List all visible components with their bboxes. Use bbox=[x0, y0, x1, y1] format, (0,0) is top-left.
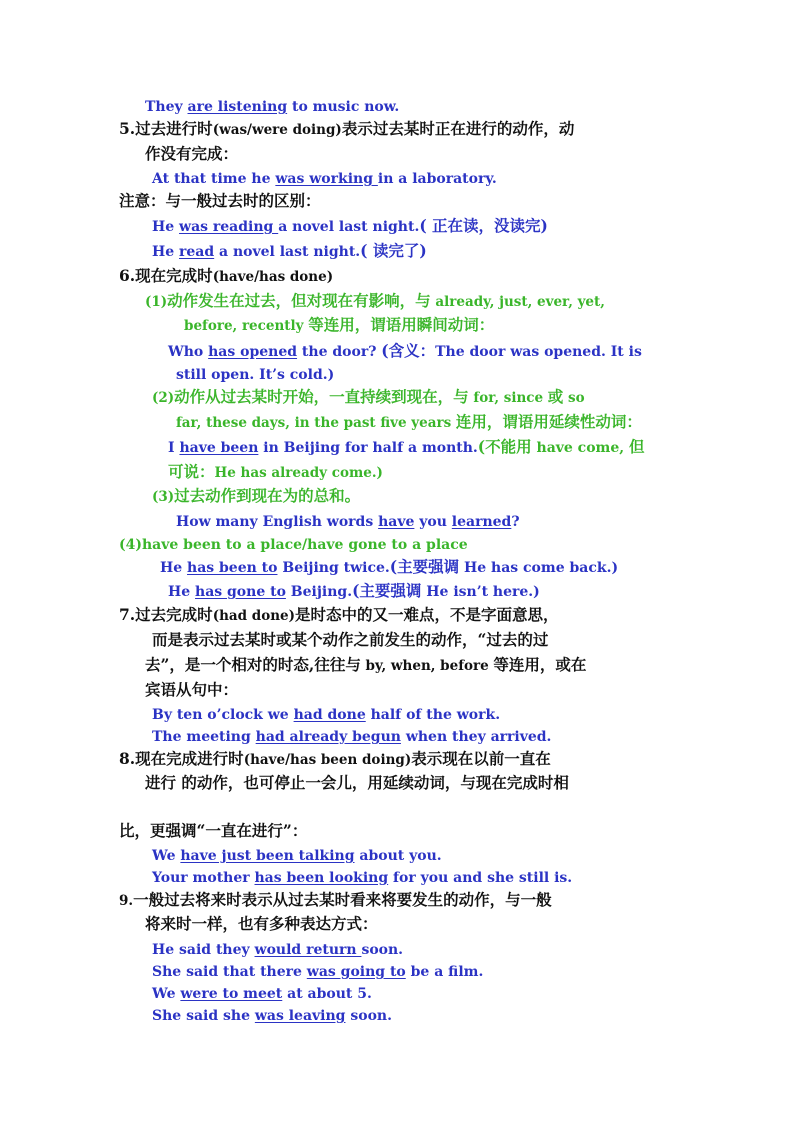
example-line: He said they would return soon. bbox=[152, 942, 404, 958]
example-line: He was reading a novel last night.( 正在读，没读完) bbox=[152, 216, 548, 235]
paragraph-line: 将来时一样，也有多种表达方式： bbox=[145, 914, 378, 933]
section-heading-7: 7.过去完成时(had done)是时态中的又一难点，不是字面意思， bbox=[119, 605, 559, 624]
example-line: By ten o’clock we had done half of the work. bbox=[152, 707, 501, 723]
example-line: He has been to Beijing twice.(主要强调 He has come back.) bbox=[160, 557, 619, 576]
section-heading-8: 8.现在完成进行时(have/has been doing)表示现在以前一直在 bbox=[119, 749, 551, 768]
rule-line: before, recently 等连用，谓语用瞬间动词： bbox=[184, 315, 495, 334]
section-heading-6: 6.现在完成时(have/has done) bbox=[119, 266, 334, 285]
paragraph-line: 宾语从句中： bbox=[145, 680, 239, 699]
example-line: Your mother has been looking for you and she still is. bbox=[152, 870, 573, 886]
rule-line: (3)过去动作到现在为的总和。 bbox=[152, 486, 361, 505]
paragraph-line: 进行 的动作，也可停止一会儿，用延续动词，与现在完成时相 bbox=[145, 773, 569, 792]
example-line: We were to meet at about 5. bbox=[152, 986, 372, 1002]
rule-line: (1)动作发生在过去，但对现在有影响，与 already, just, ever, yet, bbox=[145, 291, 605, 310]
example-line: The meeting had already begun when they arrived. bbox=[152, 729, 552, 745]
rule-line: 可说：He has already come.) bbox=[168, 462, 383, 481]
paragraph-line: 比，更强调“一直在进行”： bbox=[119, 821, 308, 840]
example-line: We have just been talking about you. bbox=[152, 848, 442, 864]
example-line: She said she was leaving soon. bbox=[152, 1008, 392, 1024]
example-line: How many English words have you learned? bbox=[176, 514, 520, 530]
example-line: He read a novel last night.( 读完了) bbox=[152, 241, 427, 260]
example-line: They are listening to music now. bbox=[145, 99, 400, 115]
paragraph-line: 而是表示过去某时或某个动作之前发生的动作，“过去的过 bbox=[152, 630, 549, 649]
example-line: I have been in Beijing for half a month.(不能用 have come, 但 bbox=[168, 437, 645, 456]
example-line: He has gone to Beijing.(主要强调 He isn’t here.) bbox=[168, 581, 540, 600]
example-line: still open. It’s cold.) bbox=[176, 367, 335, 383]
example-line: She said that there was going to be a film. bbox=[152, 964, 484, 980]
note-heading: 注意：与一般过去时的区别： bbox=[119, 191, 321, 210]
example-line: At that time he was working in a laboratory. bbox=[152, 171, 497, 187]
section-heading-5: 5.过去进行时(was/were doing)表示过去某时正在进行的动作，动 bbox=[119, 119, 575, 138]
paragraph-line: 作没有完成： bbox=[145, 144, 239, 163]
paragraph-line: 去”，是一个相对的时态,往往与 by, when, before 等连用，或在 bbox=[145, 655, 587, 674]
section-heading-9: 9.一般过去将来时表示从过去某时看来将要发生的动作，与一般 bbox=[119, 890, 552, 909]
rule-line: (2)动作从过去某时开始，一直持续到现在，与 for, since 或 so bbox=[152, 387, 585, 406]
example-line: Who has opened the door? (含义：The door was opened. It is bbox=[168, 341, 642, 360]
rule-line: (4)have been to a place/have gone to a place bbox=[119, 537, 468, 553]
rule-line: far, these days, in the past five years 连用，谓语用延续性动词： bbox=[176, 412, 642, 431]
